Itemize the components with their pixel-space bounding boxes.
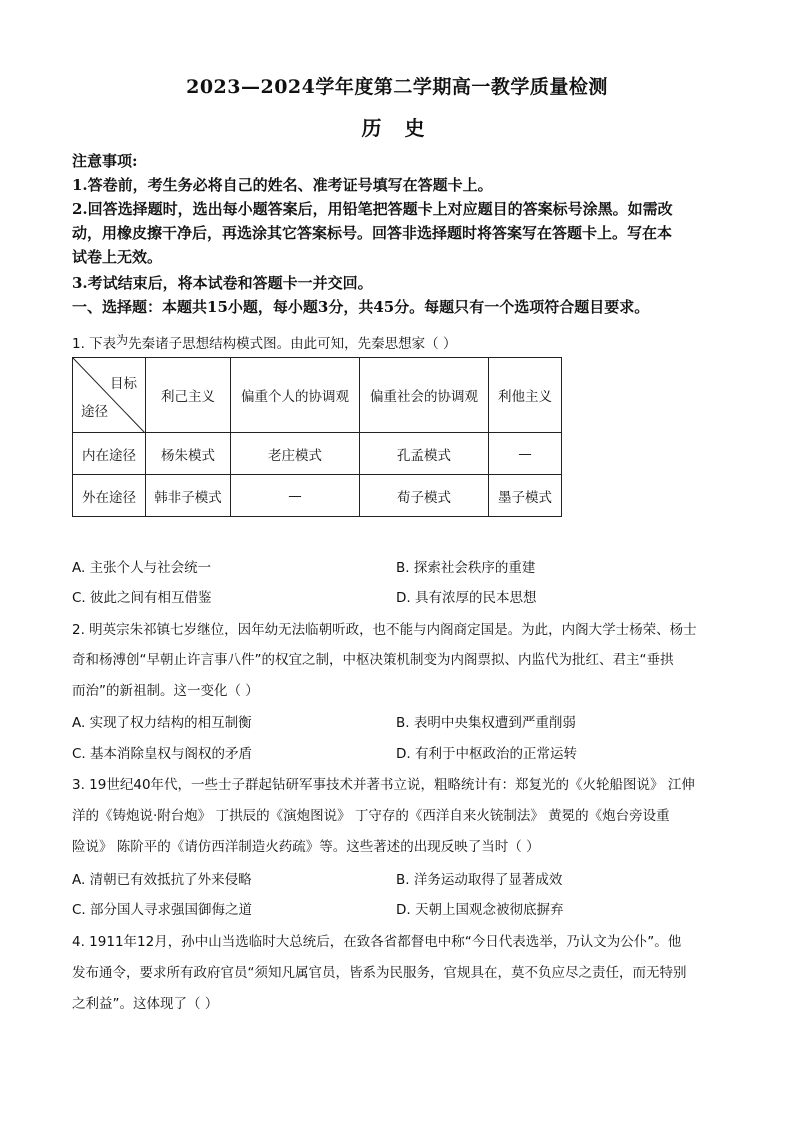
- note-item: 3.考试结束后，将本试卷和答题卡一并交回。: [72, 274, 373, 292]
- q2-option-b: B. 表明中央集权遭到严重削弱: [396, 715, 576, 731]
- question-2-line: 而治”的新祖制。这一变化（ ）: [72, 683, 259, 699]
- table-cell: 韩非子模式: [146, 475, 231, 517]
- question-4-line: 发布通令，要求所有政府官员“须知凡属官员，皆系为民服务，官规具在，莫不负应尽之责任，而无特别: [72, 965, 687, 981]
- section-heading: 一、选择题：本题共15小题，每小题3分，共45分。每题只有一个选项符合题目要求。: [72, 298, 650, 316]
- q2-option-a: A. 实现了权力结构的相互制衡: [72, 715, 252, 731]
- row-header: 外在途径: [73, 475, 146, 517]
- q2-option-c: C. 基本消除皇权与阁权的矛盾: [72, 746, 253, 762]
- question-1-stem: [72, 332, 722, 352]
- note-item: 2.回答选择题时，选出每小题答案后，用铅笔把答题卡上对应题目的答案标号涂黑。如需改: [72, 200, 673, 218]
- note-item: 试卷上无效。: [72, 248, 163, 266]
- corner-label-target: 目标: [110, 376, 137, 392]
- q1-stem-sup: 为: [116, 333, 129, 347]
- table-cell: 墨子模式: [489, 475, 562, 517]
- q1-option-a: A. 主张个人与社会统一: [72, 560, 212, 576]
- table-cell: —: [231, 475, 360, 517]
- table-row: [73, 433, 562, 475]
- note-item: 1.答卷前，考生务必将自己的姓名、准考证号填写在答题卡上。: [72, 176, 493, 194]
- column-header: 利他主义: [489, 358, 562, 433]
- row-header: 内在途径: [73, 433, 146, 475]
- notes-heading: 注意事项:: [72, 152, 138, 170]
- thought-structure-table: [72, 357, 562, 517]
- column-header: 偏重个人的协调观: [231, 358, 360, 433]
- q1-option-c: C. 彼此之间有相互借鉴: [72, 590, 212, 606]
- question-4-line: 4. 1911年12月，孙中山当选临时大总统后，在致各省都督电中称“今日代表选举，乃认文为公仆”。他: [72, 934, 682, 950]
- column-header: 偏重社会的协调观: [360, 358, 489, 433]
- q1-option-d: D. 具有浓厚的民本思想: [396, 590, 537, 606]
- question-3-line: 洋的《铸炮说·附台炮》 丁拱辰的《演炮图说》 丁守存的《西洋自来火铳制法》 黄冕的《炮台旁设重: [72, 808, 670, 824]
- table-corner-cell: [73, 358, 146, 433]
- exam-title: 2023—2024学年度第二学期高一教学质量检测: [186, 76, 608, 98]
- table-cell: —: [489, 433, 562, 475]
- table-cell: 老庄模式: [231, 433, 360, 475]
- q1-stem-post: 先秦诸子思想结构模式图。由此可知，先秦思想家（ ）: [128, 336, 457, 352]
- question-4-line: 之利益”。这体现了（ ）: [72, 996, 219, 1012]
- subject-title: 历 史: [361, 116, 433, 140]
- q1-stem-pre: 1. 下表: [72, 336, 117, 352]
- column-header: 利己主义: [146, 358, 231, 433]
- q3-option-a: A. 清朝已有效抵抗了外来侵略: [72, 872, 252, 888]
- question-2-line: 奇和杨溥创“早朝止许言事八件”的权宜之制，中枢决策机制变为内阁票拟、内监代为批红、君主“垂拱: [72, 652, 674, 668]
- question-3-line: 险说》 陈阶平的《请仿西洋制造火药疏》等。这些著述的出现反映了当时（ ）: [72, 839, 540, 855]
- question-3-line: 3. 19世纪40年代，一些士子群起钻研军事技术并著书立说，粗略统计有：郑复光的《火轮船图说》 江伸: [72, 777, 695, 793]
- q2-option-d: D. 有利于中枢政治的正常运转: [396, 746, 577, 762]
- table-cell: 孔孟模式: [360, 433, 489, 475]
- q3-option-d: D. 天朝上国观念被彻底摒弃: [396, 902, 564, 918]
- corner-label-path: 途径: [81, 404, 108, 420]
- table-row: [73, 475, 562, 517]
- note-item: 动，用橡皮擦干净后，再选涂其它答案标号。回答非选择题时将答案写在答题卡上。写在本: [72, 224, 673, 242]
- table-cell: 荀子模式: [360, 475, 489, 517]
- diagonal-line: [73, 358, 145, 433]
- table-cell: 杨朱模式: [146, 433, 231, 475]
- q1-option-b: B. 探索社会秩序的重建: [396, 560, 536, 576]
- q3-option-b: B. 洋务运动取得了显著成效: [396, 872, 563, 888]
- question-2-line: 2. 明英宗朱祁镇七岁继位，因年幼无法临朝听政，也不能与内阁商定国是。为此，内阁大学士杨荣、杨士: [72, 622, 697, 638]
- q3-option-c: C. 部分国人寻求强国御侮之道: [72, 902, 253, 918]
